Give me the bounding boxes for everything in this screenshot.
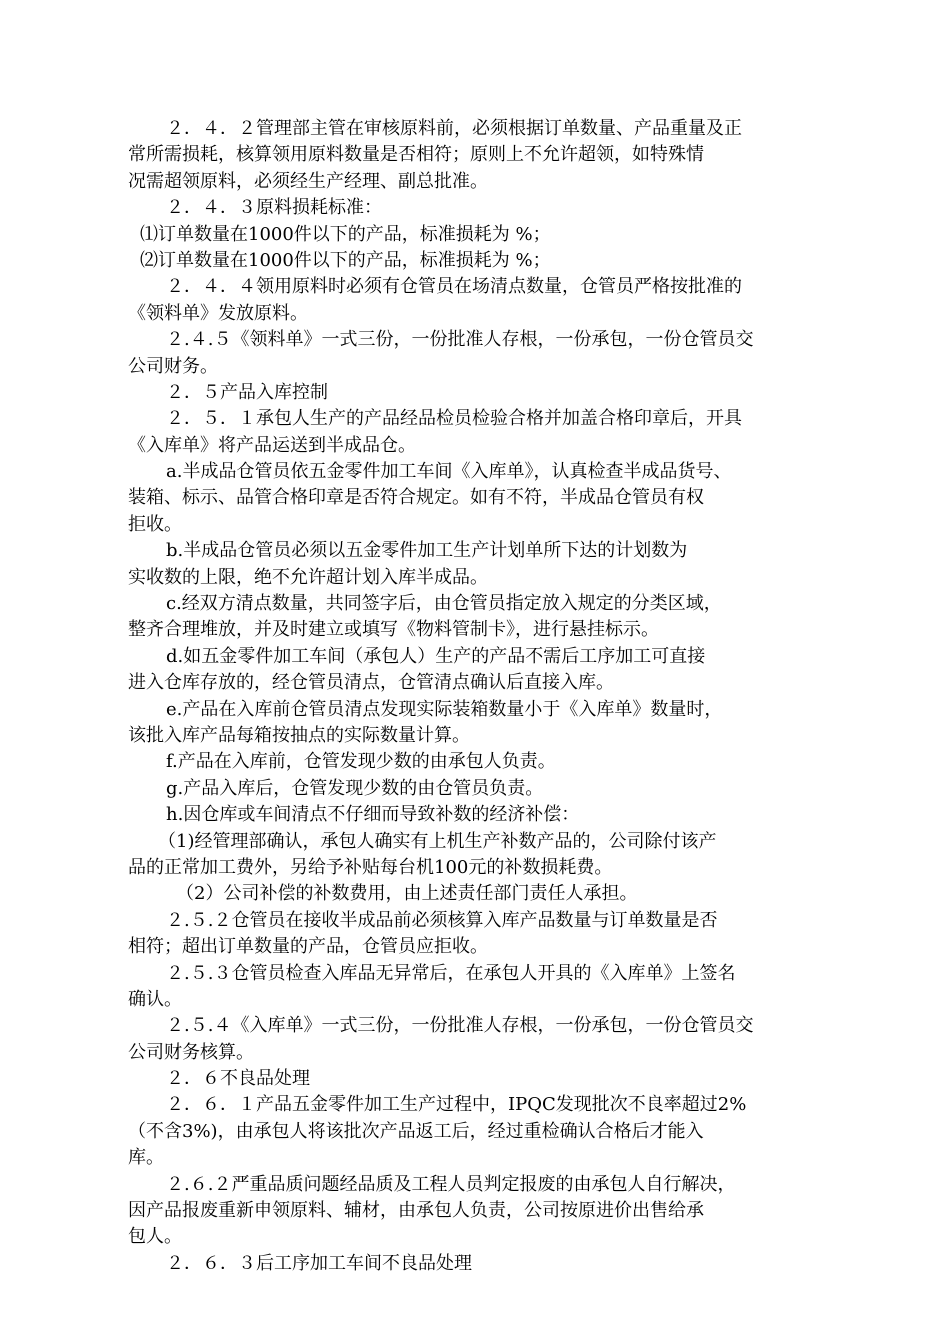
document-text-line: 公司财务核算。 [128,1041,254,1063]
document-text-line: ２．４．２管理部主管在审核原料前，必须根据订单数量、产品重量及正 [166,118,742,139]
document-text-line: 库。 [128,1147,164,1169]
document-text-line: 因产品报废重新申领原料、辅材，由承包人负责，公司按原进价出售给承 [128,1200,704,1222]
document-text-line: 公司财务。 [128,355,218,377]
document-text-line: 实收数的上限，绝不允许超计划入库半成品。 [128,566,488,588]
document-text-line: ２.５.４《入库单》一式三份，一份批准人存根，一份承包，一份仓管员交 [166,1015,754,1037]
document-text-line: （2）公司补偿的补数费用，由上述责任部门责任人承担。 [176,883,638,905]
document-text-line: d.如五金零件加工车间（承包人）生产的产品不需后工序加工可直接 [166,645,706,667]
document-text-line: ２．５产品入库控制 [166,381,328,403]
document-text-line: ２.６.２严重品质问题经品质及工程人员判定报废的由承包人自行解决， [166,1173,736,1195]
document-text-line: ２.４.５《领料单》一式三份，一份批准人存根，一份承包，一份仓管员交 [166,329,754,351]
document-text-line: ２．４．３原料损耗标准： [166,197,382,219]
document-text-line: 相符；超出订单数量的产品，仓管员应拒收。 [128,936,488,958]
document-text-line: 《领料单》发放原料。 [128,302,308,324]
document-text-line: 确认。 [128,988,182,1010]
document-text-line: 进入仓库存放的，经仓管员清点，仓管清点确认后直接入库。 [128,672,614,694]
document-text-line: 该批入库产品每箱按抽点的实际数量计算。 [128,724,470,746]
document-text-line: ⑵订单数量在1000件以下的产品，标准损耗为 %； [140,249,551,271]
document-text-line: 整齐合理堆放，并及时建立或填写《物料管制卡》，进行悬挂标示。 [128,619,659,641]
document-text-line: 况需超领原料，必须经生产经理、副总批准。 [128,170,488,192]
document-text-line: 装箱、标示、品管合格印章是否符合规定。如有不符，半成品仓管员有权 [128,487,704,509]
document-text-line: ２．４．４领用原料时必须有仓管员在场清点数量，仓管员严格按批准的 [166,276,742,298]
document-text-line: 常所需损耗，核算领用原料数量是否相符；原则上不允许超领，如特殊情 [128,144,704,166]
document-text-line: ２．５．１承包人生产的产品经品检员检验合格并加盖合格印章后，开具 [166,408,742,430]
document-text-line: e.产品在入库前仓管员清点发现实际装箱数量小于《入库单》数量时， [166,698,723,720]
document-body [128,116,828,1277]
document-text-line: 品的正常加工费外，另给予补贴每台机100元的补数损耗费。 [128,856,613,878]
document-text-line: ２.５.３仓管员检查入库品无异常后，在承包人开具的《入库单》上签名 [166,962,736,984]
document-text-line: c.经双方清点数量，共同签字后，由仓管员指定放入规定的分类区域， [166,593,722,615]
document-text-line: a.半成品仓管员依五金零件加工车间《入库单》，认真检查半成品货号、 [166,461,732,483]
document-text-line: （不含3%)，由承包人将该批次产品返工后，经过重检确认合格后才能入 [128,1120,704,1142]
document-text-line: g.产品入库后，仓管发现少数的由仓管员负责。 [166,777,544,799]
document-text-line: f.产品在入库前，仓管发现少数的由承包人负责。 [166,751,556,773]
document-text-line: h.因仓库或车间清点不仔细而导致补数的经济补偿： [166,804,580,826]
document-text-line: b.半成品仓管员必须以五金零件加工生产计划单所下达的计划数为 [166,540,688,562]
document-text-line: ２．６不良品处理 [166,1068,310,1090]
document-text-line: ⑴订单数量在1000件以下的产品，标准损耗为 %； [140,223,551,245]
document-text-line: 包人。 [128,1226,182,1248]
document-text-line: 《入库单》将产品运送到半成品仓。 [128,434,416,456]
document-text-line: ２．６．１产品五金零件加工生产过程中，IPQC发现批次不良率超过2% [166,1094,747,1116]
document-text-line: （1)经管理部确认，承包人确实有上机生产补数产品的，公司除付该产 [158,830,717,852]
document-text-line: ２．６．３后工序加工车间不良品处理 [166,1252,472,1274]
document-text-line: ２.５.２仓管员在接收半成品前必须核算入库产品数量与订单数量是否 [166,909,718,931]
document-text-line: 拒收。 [128,513,182,535]
